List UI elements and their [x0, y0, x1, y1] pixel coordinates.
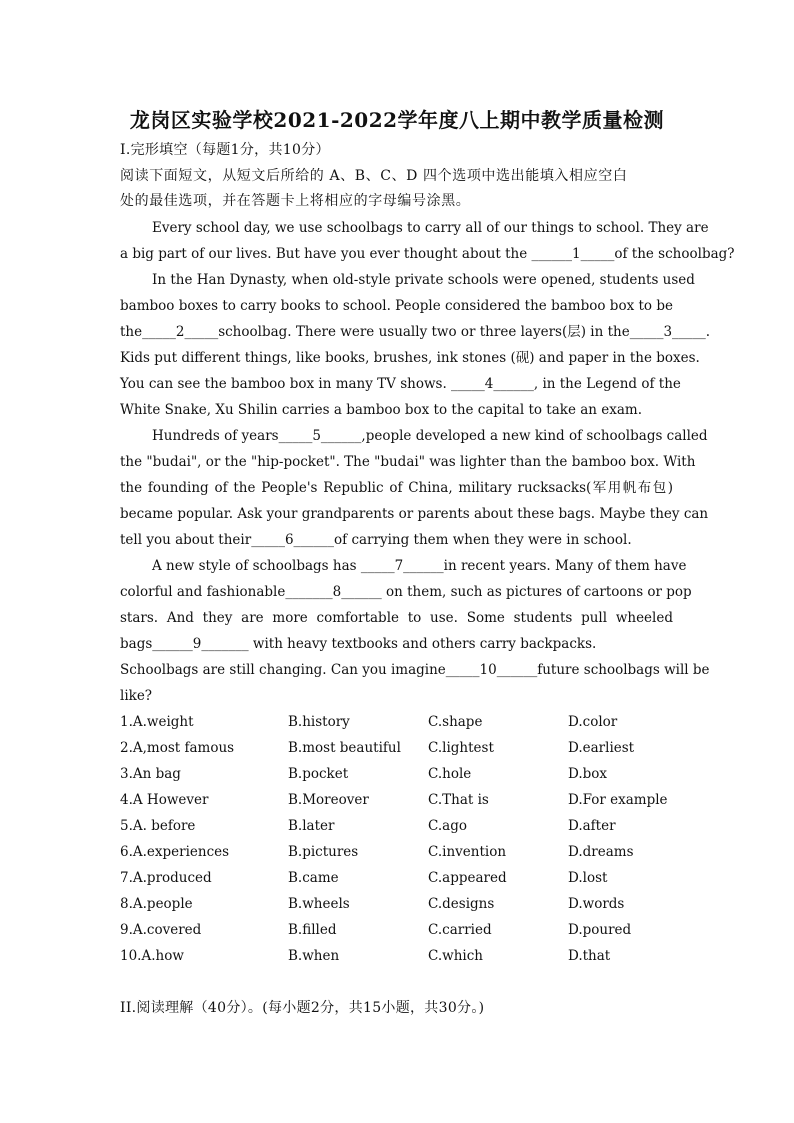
instructions-line-1: 阅读下面短文，从短文后所给的 A、B、C、D 四个选项中选出能填入相应空白 — [120, 168, 628, 184]
option-d: D.color — [568, 714, 618, 730]
option-d: D.after — [568, 818, 616, 834]
option-c: C.invention — [428, 844, 507, 860]
option-d: D.earliest — [568, 740, 635, 756]
passage-line: A new style of schoolbags has _____7______in recent years. Many of them have — [152, 558, 687, 574]
option-d: D.lost — [568, 870, 608, 886]
option-b: B.later — [288, 818, 335, 834]
passage-line: Schoolbags are still changing. Can you imagine_____10______future schoolbags will be — [120, 662, 710, 678]
option-c: C.ago — [428, 818, 467, 834]
option-c: C.which — [428, 948, 483, 964]
passage-line: the_____2_____schoolbag. There were usually two or three layers(层) in the_____3_____. — [120, 324, 711, 340]
option-b: B.came — [288, 870, 339, 886]
option-a: 6.A.experiences — [120, 844, 230, 860]
option-a: 2.A,most famous — [120, 740, 235, 756]
option-c: C.carried — [428, 922, 492, 938]
passage-line: colorful and fashionable_______8______ on them, such as pictures of cartoons or pop — [120, 584, 692, 600]
passage-line: Hundreds of years_____5______,people developed a new kind of schoolbags called — [152, 428, 708, 444]
option-c: C.That is — [428, 792, 489, 808]
option-c: C.appeared — [428, 870, 507, 886]
option-b: B.Moreover — [288, 792, 369, 808]
option-row — [120, 739, 680, 757]
passage-line: Kids put different things, like books, brushes, ink stones (砚) and paper in the boxes. — [120, 350, 700, 366]
option-d: D.For example — [568, 792, 668, 808]
option-b: B.filled — [288, 922, 337, 938]
option-a: 5.A. before — [120, 818, 196, 834]
option-a: 10.A.how — [120, 948, 184, 964]
option-a: 7.A.produced — [120, 870, 212, 886]
option-d: D.box — [568, 766, 608, 782]
option-row — [120, 843, 680, 861]
option-d: D.that — [568, 948, 611, 964]
option-a: 1.A.weight — [120, 714, 194, 730]
option-row — [120, 869, 680, 887]
option-a: 8.A.people — [120, 896, 193, 912]
passage-line: became popular. Ask your grandparents or parents about these bags. Maybe they can — [120, 506, 709, 522]
option-row — [120, 791, 680, 809]
page-title: 龙岗区实验学校2021-2022学年度八上期中教学质量检测 — [129, 108, 665, 132]
option-row — [120, 713, 680, 731]
passage-line: the founding of the People's Republic of China, military rucksacks(军用帆布包) — [120, 480, 673, 496]
passage-line: the "budai", or the "hip-pocket". The "budai" was lighter than the bamboo box. With — [120, 454, 696, 470]
option-row — [120, 895, 680, 913]
passage-line: like? — [120, 688, 153, 704]
passage-line: White Snake, Xu Shilin carries a bamboo box to the capital to take an exam. — [120, 402, 643, 418]
option-b: B.wheels — [288, 896, 350, 912]
option-b: B.when — [288, 948, 340, 964]
passage-line: tell you about their_____6______of carrying them when they were in school. — [120, 532, 632, 548]
passage-line: bamboo boxes to carry books to school. People considered the bamboo box to be — [120, 298, 673, 314]
option-d: D.dreams — [568, 844, 634, 860]
section-1-heading: I.完形填空（每题1分，共10分） — [120, 142, 330, 158]
option-row — [120, 947, 680, 965]
option-b: B.most beautiful — [288, 740, 401, 756]
option-row — [120, 921, 680, 939]
option-b: B.history — [288, 714, 350, 730]
option-c: C.hole — [428, 766, 472, 782]
passage-line: a big part of our lives. But have you ever thought about the ______1_____of the schoolbag? — [120, 246, 735, 262]
option-a: 3.An bag — [120, 766, 181, 782]
passage-line: You can see the bamboo box in many TV shows. _____4______, in the Legend of the — [120, 376, 681, 392]
passage-line: In the Han Dynasty, when old-style private schools were opened, students used — [152, 272, 695, 288]
passage-line: stars. And they are more comfortable to use. Some students pull wheeled — [120, 610, 673, 626]
option-d: D.words — [568, 896, 625, 912]
option-c: C.designs — [428, 896, 495, 912]
option-a: 4.A However — [120, 792, 209, 808]
instructions-line-2: 处的最佳选项，并在答题卡上将相应的字母编号涂黑。 — [120, 193, 471, 209]
option-a: 9.A.covered — [120, 922, 202, 938]
option-d: D.poured — [568, 922, 632, 938]
section-2-heading: II.阅读理解（40分）。(每小题2分，共15小题，共30分。) — [120, 1000, 485, 1016]
option-c: C.shape — [428, 714, 483, 730]
option-b: B.pictures — [288, 844, 359, 860]
option-row — [120, 817, 680, 835]
option-row — [120, 765, 680, 783]
option-c: C.lightest — [428, 740, 494, 756]
passage-line: bags______9_______ with heavy textbooks and others carry backpacks. — [120, 636, 597, 652]
option-b: B.pocket — [288, 766, 349, 782]
passage-line: Every school day, we use schoolbags to carry all of our things to school. They are — [152, 220, 709, 236]
